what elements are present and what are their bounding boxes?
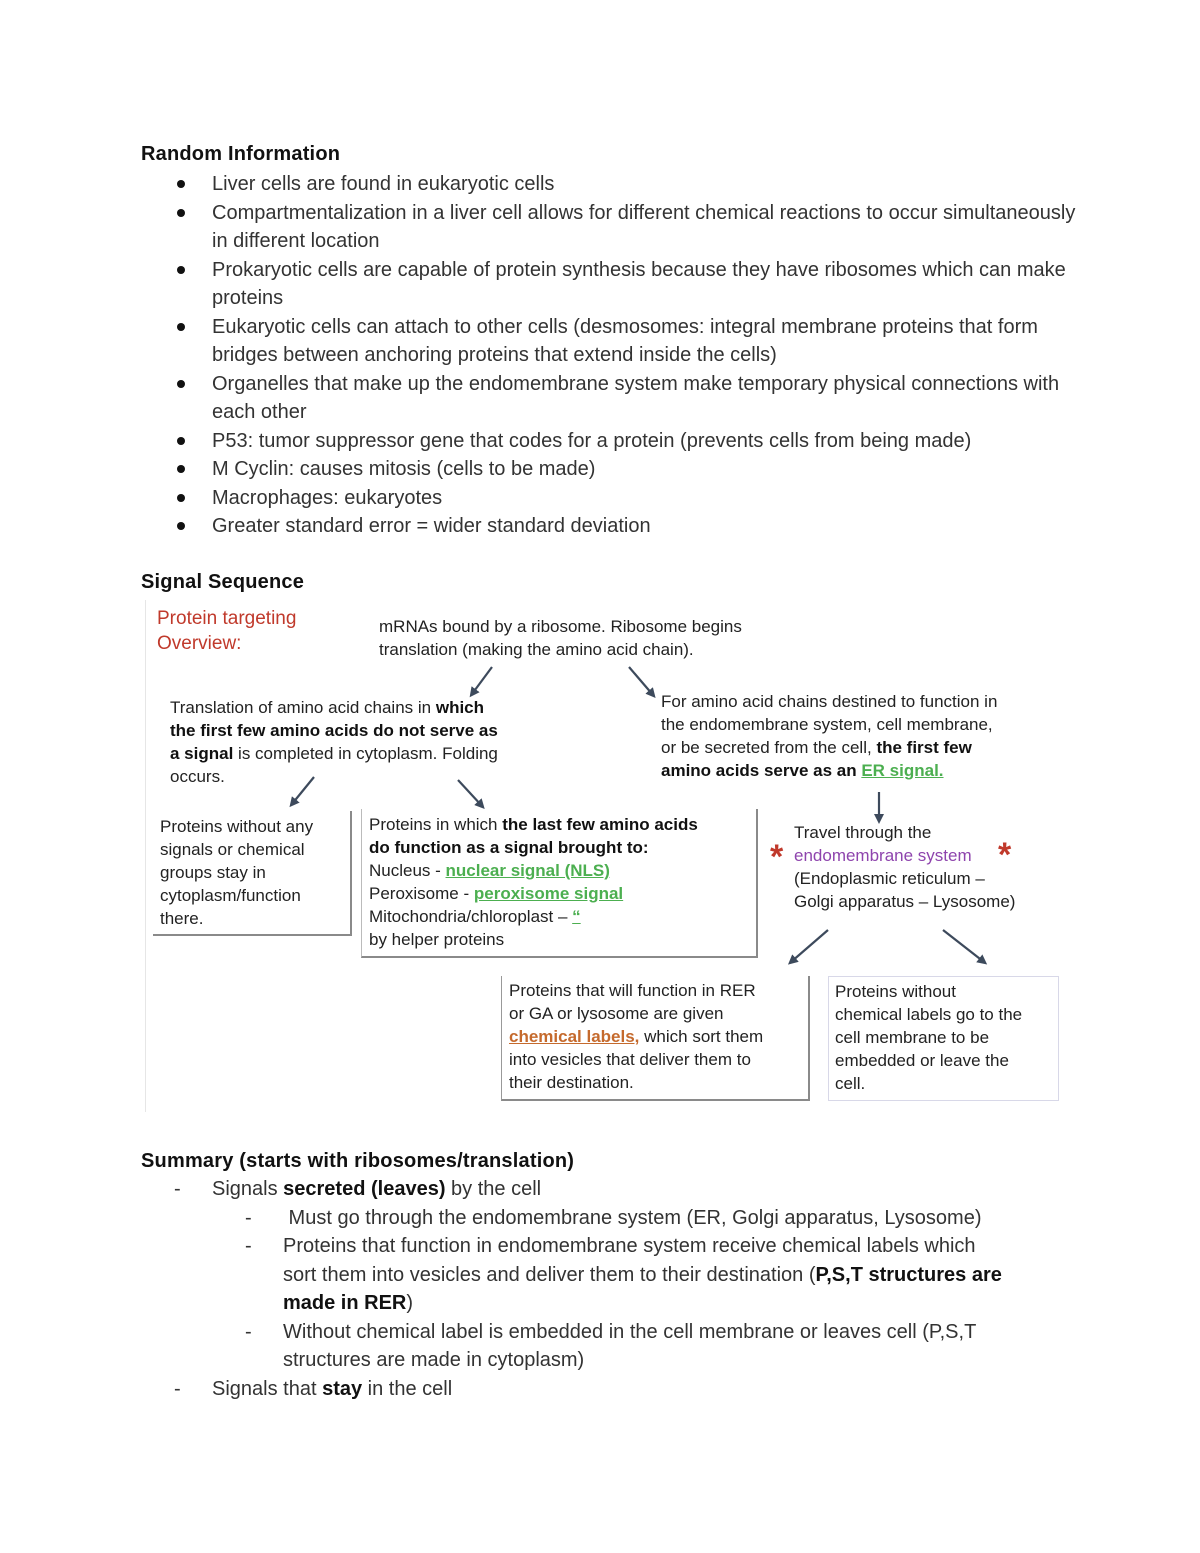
list-item: Greater standard error = wider standard deviation	[141, 512, 1081, 541]
arrow-to-er-signal	[629, 667, 653, 695]
bullet-icon	[177, 380, 185, 388]
bullet-icon	[177, 437, 185, 445]
star-icon: *	[770, 838, 784, 876]
list-item: - Must go through the endomembrane system (ER, Golgi apparatus, Lysosome)	[245, 1206, 982, 1229]
bullet-icon	[177, 522, 185, 530]
er-signal-text: For amino acid chains destined to function in the endomembrane system, cell membrane, or be secreted from the cell, the first few amino acids serve as an ER signal.	[661, 692, 998, 780]
bullet-icon	[177, 209, 185, 217]
endomembrane-text: Travel through the endomembrane system (Endoplasmic reticulum – Golgi apparatus – Lysosome)	[794, 823, 1016, 911]
bullet-icon	[177, 266, 185, 274]
ribosome-text: mRNAs bound by a ribosome. Ribosome begins translation (making the amino acid chain).	[379, 617, 742, 659]
list-item: Compartmentalization in a liver cell allows for different chemical reactions to occur simultaneously in different location	[141, 199, 1081, 256]
bullet-icon	[177, 465, 185, 473]
summary-list	[141, 1175, 1101, 1403]
list-item: P53: tumor suppressor gene that codes for a protein (prevents cells from being made)	[141, 427, 1081, 456]
random-info-heading: Random Information	[141, 143, 341, 165]
list-item: - Signals secreted (leaves) by the cell	[174, 1178, 542, 1200]
cytoplasm-translation-text: Translation of amino acid chains in which the first few amino acids do not serve as a signal is completed in cytoplasm. Folding occurs.	[170, 698, 498, 786]
bullet-icon	[177, 180, 185, 188]
list-item: - Signals that stay in the cell	[174, 1377, 453, 1400]
arrow-to-chemical-box	[791, 930, 828, 962]
random-info-list	[141, 170, 1081, 541]
list-item: Liver cells are found in eukaryotic cells	[141, 170, 1081, 199]
bullet-icon	[177, 494, 185, 502]
list-item: Organelles that make up the endomembrane system make temporary physical connections with each other	[141, 370, 1081, 427]
list-item: Eukaryotic cells can attach to other cells (desmosomes: integral membrane proteins that form bridges between anchoring proteins that extend inside the cells)	[141, 313, 1081, 370]
list-item: - Proteins that function in endomembrane system receive chemical labels which sort them into vesicles and deliver them to their destination (P,S,T structures are made in RER)	[245, 1235, 1002, 1314]
no-chemical-label-box: Proteins without chemical labels go to the cell membrane to be embedded or leave the cell.	[828, 976, 1059, 1101]
signal-sequence-heading: Signal Sequence	[141, 571, 305, 593]
arrow-to-no-label-box	[943, 930, 984, 962]
star-icon: *	[998, 836, 1012, 874]
list-item: - Without chemical label is embedded in the cell membrane or leaves cell (P,S,T structures are made in cytoplasm)	[245, 1320, 977, 1371]
protein-targeting-diagram	[145, 600, 1061, 1112]
chemical-labels-box: Proteins that will function in RER or GA or lysosome are given chemical labels, which sort them into vesicles that deliver them to their destination.	[501, 976, 810, 1101]
last-signal-box: Proteins in which the last few amino acids do function as a signal brought to: Nucleus - nuclear signal (NLS) Peroxisome - peroxisome signal Mitochondria/chloroplast – “ by helper proteins	[361, 809, 758, 958]
list-item: Macrophages: eukaryotes	[141, 484, 1081, 513]
arrow-to-cytoplasm-translation	[472, 667, 492, 694]
bullet-icon	[177, 323, 185, 331]
no-signal-box: Proteins without any signals or chemical groups stay in cytoplasm/function there.	[153, 811, 352, 936]
diagram-title: Protein targeting Overview:	[157, 608, 297, 654]
list-item: Prokaryotic cells are capable of protein synthesis because they have ribosomes which can make proteins	[141, 256, 1081, 313]
list-item: M Cyclin: causes mitosis (cells to be made)	[141, 455, 1081, 484]
summary-heading: Summary (starts with ribosomes/translation)	[141, 1150, 575, 1172]
